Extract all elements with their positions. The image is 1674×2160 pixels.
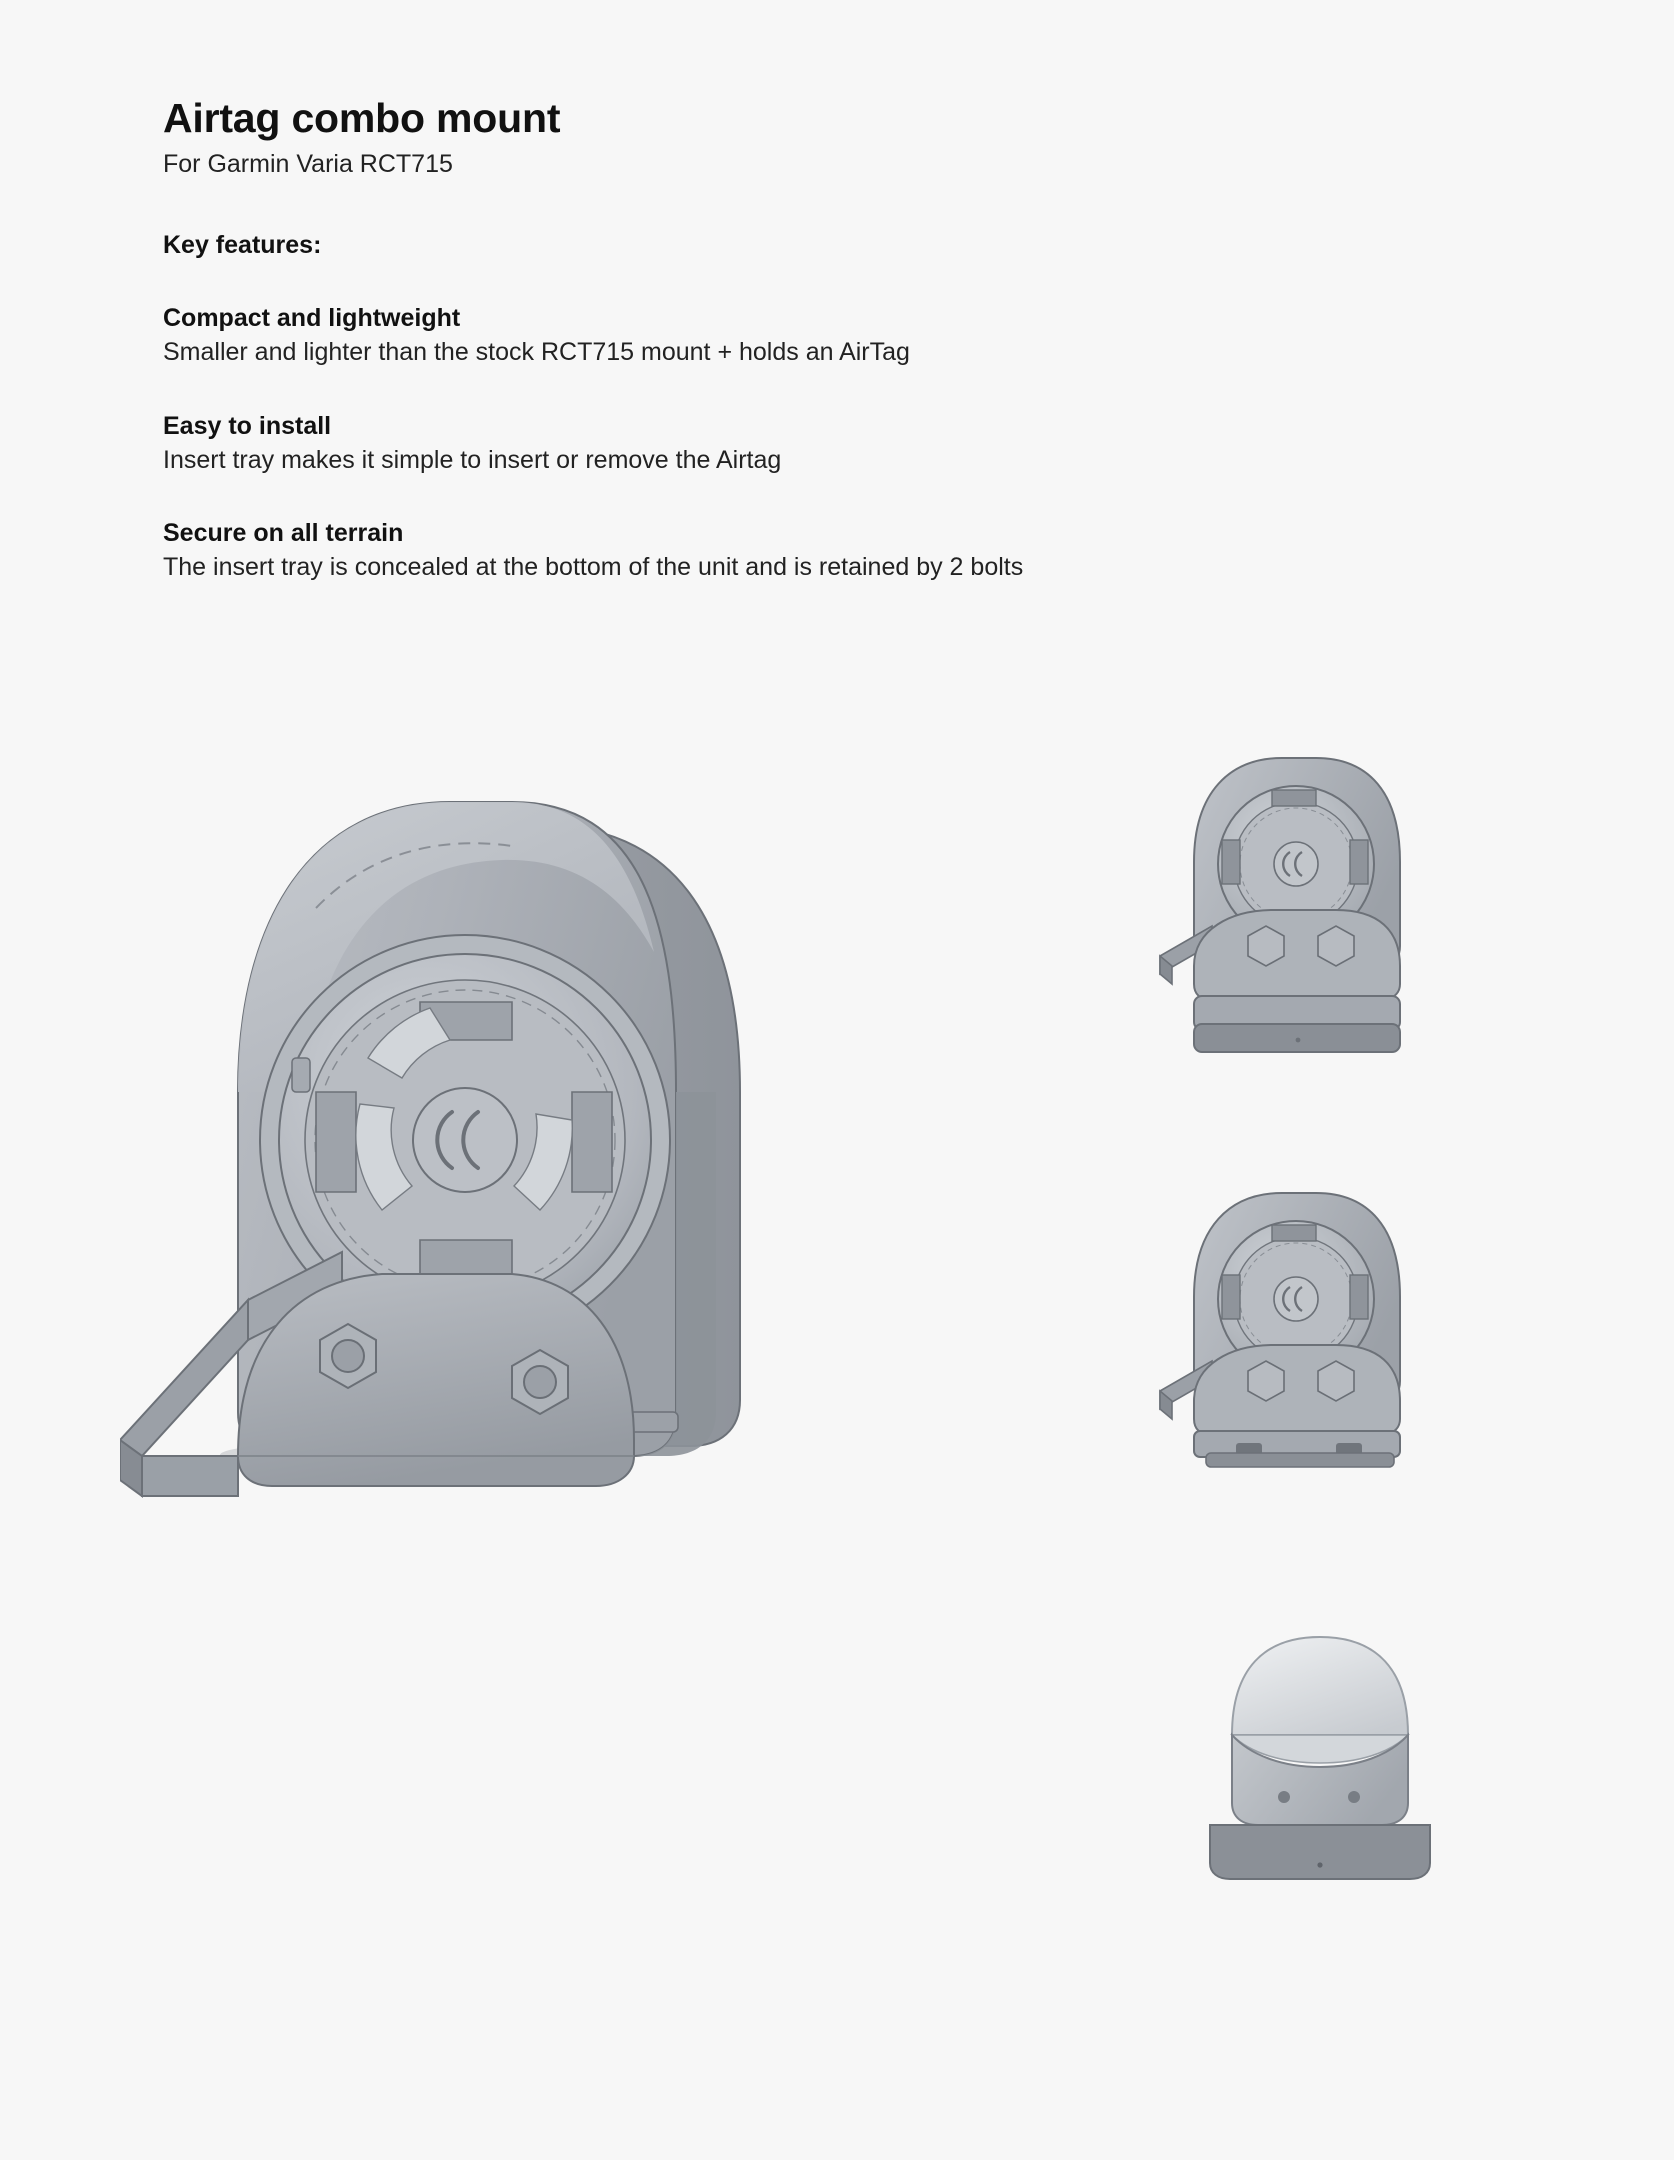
tray-base bbox=[1210, 1825, 1430, 1879]
feature-3-body: The insert tray is concealed at the bottom of the unit and is retained by 2 bolts bbox=[163, 553, 1024, 582]
dome-cap bbox=[1232, 1637, 1408, 1735]
page-subtitle: For Garmin Varia RCT715 bbox=[163, 150, 453, 179]
key-features-heading: Key features: bbox=[163, 230, 322, 259]
base-marker bbox=[1317, 1862, 1322, 1867]
feature-1-body: Smaller and lighter than the stock RCT715 mount + holds an AirTag bbox=[163, 338, 910, 367]
document-text-block bbox=[163, 95, 1363, 585]
thumbnail-render-middle bbox=[1150, 1175, 1450, 1555]
feature-1-heading: Compact and lightweight bbox=[163, 304, 461, 333]
feature-2-body: Insert tray makes it simple to insert or remove the Airtag bbox=[163, 445, 782, 474]
thumbnail-render-top bbox=[1150, 740, 1450, 1120]
thumbnail-render-bottom bbox=[1190, 1625, 1450, 1925]
main-render-figure bbox=[120, 740, 1020, 1900]
feature-2-heading: Easy to install bbox=[163, 411, 332, 440]
feature-3-heading: Secure on all terrain bbox=[163, 519, 404, 548]
page-title: Airtag combo mount bbox=[163, 95, 561, 141]
mounting-plate bbox=[120, 1252, 634, 1496]
bolt-hole-left bbox=[1278, 1791, 1290, 1803]
bolt-hole-right bbox=[1348, 1791, 1360, 1803]
figure-gallery bbox=[0, 700, 1674, 2160]
